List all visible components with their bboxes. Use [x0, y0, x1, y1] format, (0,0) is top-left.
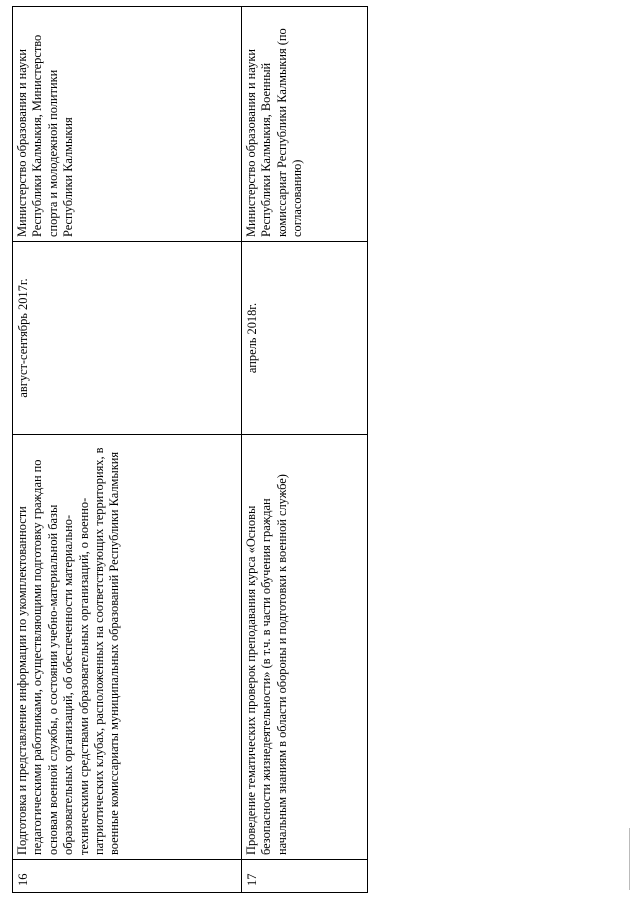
rotated-page-content	[12, 7, 367, 893]
task-description: Проведение тематических проверок преподавания курса «Основы безопасности жизнедеятельности» (в т.ч. в части обучения граждан начальным знаниям в области обороны и подготовки к военной службе)	[242, 435, 368, 860]
row-number: 17	[242, 860, 368, 893]
table-row	[242, 7, 368, 893]
measures-table	[12, 6, 368, 893]
table-row	[13, 7, 242, 893]
executors: Министерство образования и науки Республики Калмыкия, Министерство спорта и молодежной политики Республики Калмыкия	[13, 7, 242, 242]
deadline: август-сентябрь 2017г.	[13, 242, 242, 435]
deadline: апрель 2018г.	[242, 242, 368, 435]
executors: Министерство образования и науки Республики Калмыкия, Военный комиссариат Республики Калмыкия (по согласованию)	[242, 7, 368, 242]
task-description: Подготовка и представление информации по укомплектованности педагогическими работниками, осуществляющими подготовку граждан по основам военной службы, о состоянии учебно-материальной базы образовательных организаций, об обеспеченности материально- техническими средствами образовательных организаций, о военно-патриотических клубах, расположенных на соответствующих территориях, в военные комиссариаты муниципальных образований Республики Калмыкия	[13, 435, 242, 860]
scan-edge-line	[629, 828, 630, 890]
row-number: 16	[13, 860, 242, 893]
